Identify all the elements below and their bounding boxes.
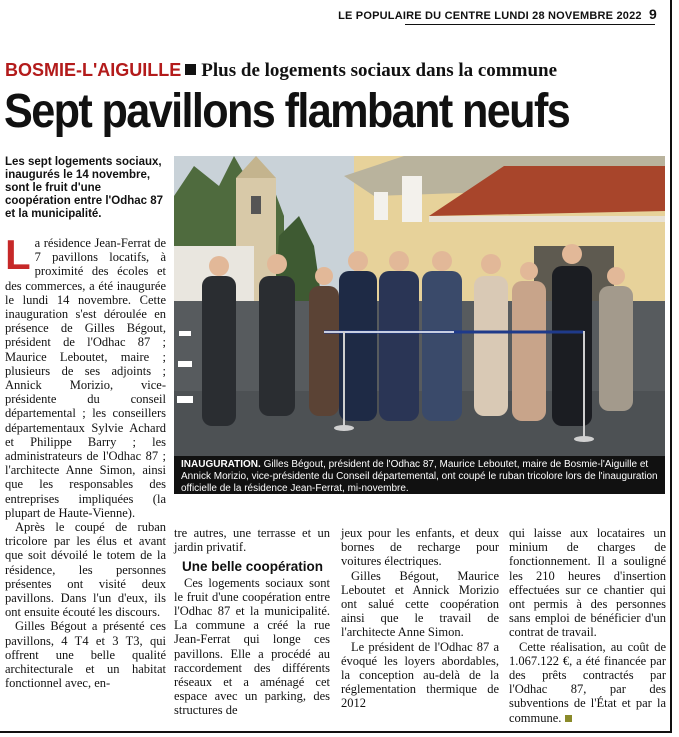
paragraph: Le président de l'Odhac 87 a évoqué les loyers abordables, la conception au-delà de la réglementation thermique de 2012 [341, 639, 499, 711]
article-column-2 [174, 526, 330, 718]
page-number: 9 [649, 6, 657, 22]
kicker [5, 60, 557, 82]
paragraph: Après le coupé de ruban tricolore par les élus et avant que soit dévoilé le totem de la résidence, les personnes présentes ont visité deux pavillons. Dans l'un d'eux, ils ont ensuite écouté les discours. [5, 520, 166, 620]
drop-cap: L [5, 231, 31, 278]
paragraph: Ces logements sociaux sont le fruit d'une coopération entre l'Odhac 87 et la municipalité. La commune a créé la rue Jean-Ferrat qui longe ces pavillons. Elle a procédé au raccordement des différents réseaux et a aménagé cet espace avec un parking, des structures de [174, 575, 330, 718]
photo [174, 156, 665, 456]
paragraph-text: Cette réalisation, au coût de 1.067.122 €, a été financée par des prêts contractés par l'Odhac 87, par des subventions de l'État et par la commune. [509, 639, 666, 725]
lede: Les sept logements sociaux, inaugurés le 14 novembre, sont le fruit d'une coopération entre l'Odhac 87 et la municipalité. [5, 156, 164, 220]
photo-image-icon [174, 156, 665, 456]
issue-date: LUNDI 28 NOVEMBRE 2022 [494, 10, 642, 22]
square-bullet-icon [185, 64, 196, 75]
paragraph-text: a résidence Jean-Ferrat de 7 pavillons locatifs, à proximité des écoles et des commerces, a été inaugurée le lundi 14 novembre. Cette inauguration s'est déroulée en présence de Gilles Bégout, président de l'Odhac 87 ; Maurice Leboutet, maire ; plusieurs de ses adjoints ; Annick Morizio, vice-présidente du conseil départemental ; les conseillers départementaux Sylvie Achard et Philippe Barry ; les administrateurs de l'Odhac 87 ; l'architecte Anne Simon, ainsi que les responsables des entreprises impliquées (la plupart de Haute-Vienne). [5, 236, 166, 520]
folio [338, 6, 657, 22]
paragraph [509, 640, 666, 725]
folio-rule [405, 24, 655, 25]
kicker-location: BOSMIE-L'AIGUILLE [5, 60, 182, 80]
paragraph: jeux pour les enfants, et deux bornes de recharge pour voitures électriques. [341, 526, 499, 569]
article-column-4 [509, 526, 666, 725]
photo-caption [174, 456, 665, 494]
paragraph: qui laisse aux locataires un minium de charges de fonctionnement. Il a souligné les 210 heures d'insertion effectuées sur ce chantier qui ont permis à des personnes sans emploi de bénéficier d'un contrat de travail. [509, 526, 666, 640]
article-column-3 [341, 526, 499, 711]
end-mark-icon [565, 715, 572, 722]
headline: Sept pavillons flambant neufs [4, 85, 570, 138]
caption-text: Gilles Bégout, président de l'Odhac 87, Maurice Leboutet, maire de Bosmie-l'Aiguille et Annick Morizio, vice-présidente du Conseil départemental, ont coupé le ruban tricolore lors de l'inauguration officielle de la résidence Jean-Ferrat, mi-novembre. [181, 459, 658, 494]
subheading: Une belle coopération [182, 559, 324, 575]
paragraph [5, 231, 166, 520]
caption-head: INAUGURATION. [181, 459, 261, 470]
article-column-1 [5, 231, 166, 691]
publication-name: LE POPULAIRE DU CENTRE [338, 10, 492, 22]
paragraph: Gilles Bégout a présenté ces pavillons, 4 T4 et 3 T3, qui offrent une belle qualité architecturale et un habitat fonctionnel avec, en- [5, 619, 166, 691]
kicker-deck: Plus de logements sociaux dans la commune [201, 60, 558, 81]
paragraph: Gilles Bégout, Maurice Leboutet et Annick Morizio ont salué cette coopération ainsi que le travail de l'architecte Anne Simon. [341, 568, 499, 640]
paragraph: tre autres, une terrasse et un jardin privatif. [174, 526, 330, 555]
